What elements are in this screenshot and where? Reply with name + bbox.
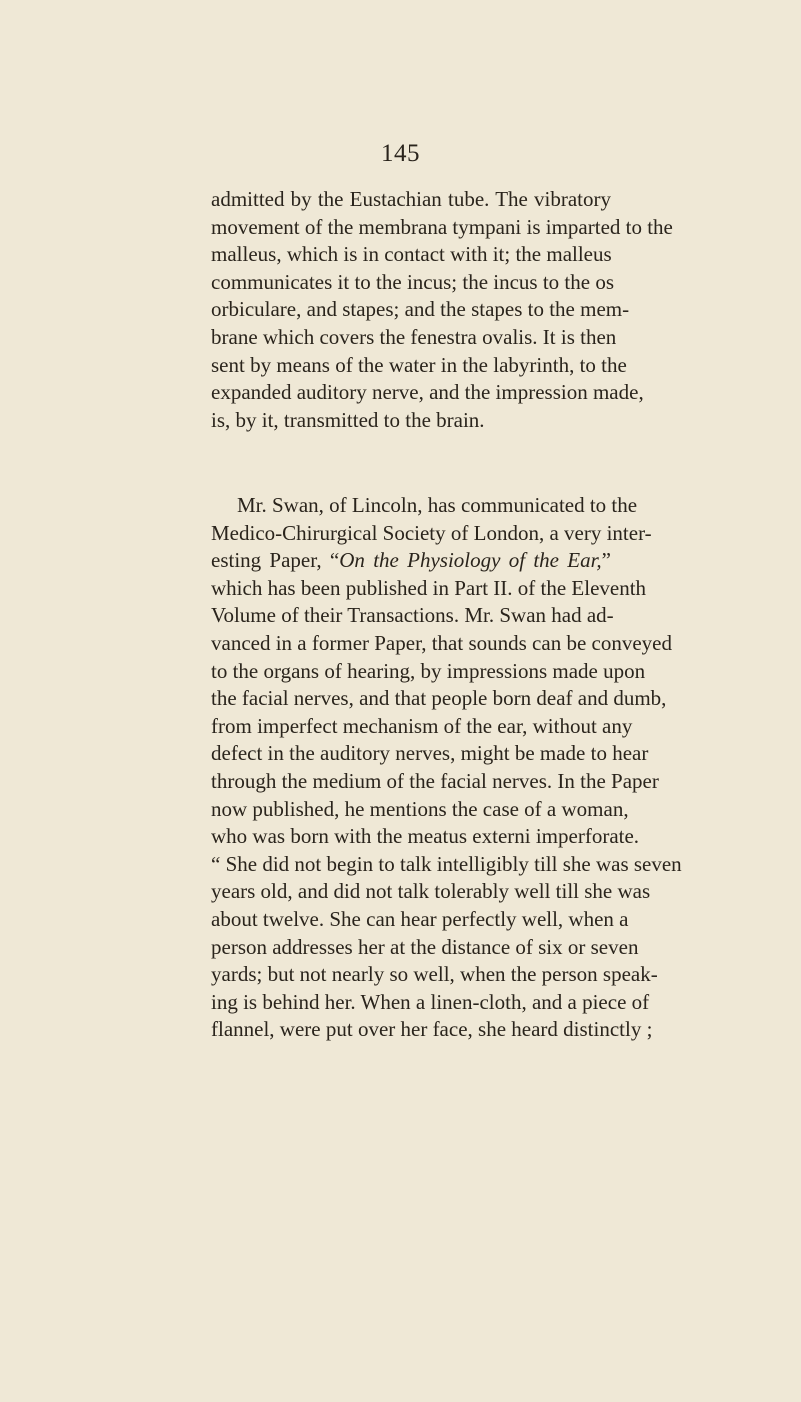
text-line: flannel, were put over her face, she heard distinctly ; [211,1017,653,1042]
text-line: through the medium of the facial nerves. In the Paper [211,768,659,793]
paragraph-swan-paper [211,492,682,1044]
page-number: 145 [381,140,420,167]
text-line: about twelve. She can hear perfectly well, when a [211,906,629,931]
text-line: vanced in a former Paper, that sounds can be conveyed [211,630,672,655]
text-line: yards; but not nearly so well, when the person speak- [211,962,658,987]
text-line: expanded auditory nerve, and the impression made, [211,380,644,405]
text-line: which has been published in Part II. of the Eleventh [211,575,647,600]
text-line: communicates it to the incus; the incus to the os [211,269,615,294]
text-line: sent by means of the water in the labyrinth, to the [211,352,627,377]
text-line: person addresses her at the distance of six or seven [211,934,639,959]
text-line: Mr. Swan, of Lincoln, has communicated to the [237,493,638,517]
text-line: Medico-Chirurgical Society of London, a very inter- [211,520,652,545]
text-line: now published, he mentions the case of a woman, [211,796,629,821]
text-line: brane which covers the fenestra ovalis. It is then [211,324,617,349]
text-line: orbiculare, and stapes; and the stapes to the mem- [211,297,630,322]
text-line: “ She did not begin to talk intelligibly till she was seven [211,851,682,876]
text-line: from imperfect mechanism of the ear, without any [211,713,633,738]
paper-title: On the Physiology of the Ear, [339,548,602,573]
text-line-with-title [211,547,611,575]
text-line: admitted by the Eustachian tube. The vibratory [211,187,611,211]
text-line: the facial nerves, and that people born deaf and dumb, [211,686,667,711]
text-line: defect in the auditory nerves, might be made to hear [211,741,649,766]
text-fragment: ” [601,548,611,573]
text-line: who was born with the meatus externi imperforate. [211,824,640,849]
text-line: ing is behind her. When a linen-cloth, and a piece of [211,989,650,1014]
text-line: is, by it, transmitted to the brain. [211,407,485,432]
text-line: years old, and did not talk tolerably well till she was [211,879,651,904]
paragraph-ear-mechanism [211,186,673,434]
text-line: malleus, which is in contact with it; the malleus [211,242,612,267]
text-line: to the organs of hearing, by impressions made upon [211,658,646,683]
text-fragment: esting Paper, “ [211,548,340,573]
text-line: Volume of their Transactions. Mr. Swan had ad- [211,603,614,628]
text-line: movement of the membrana tympani is imparted to the [211,214,673,239]
